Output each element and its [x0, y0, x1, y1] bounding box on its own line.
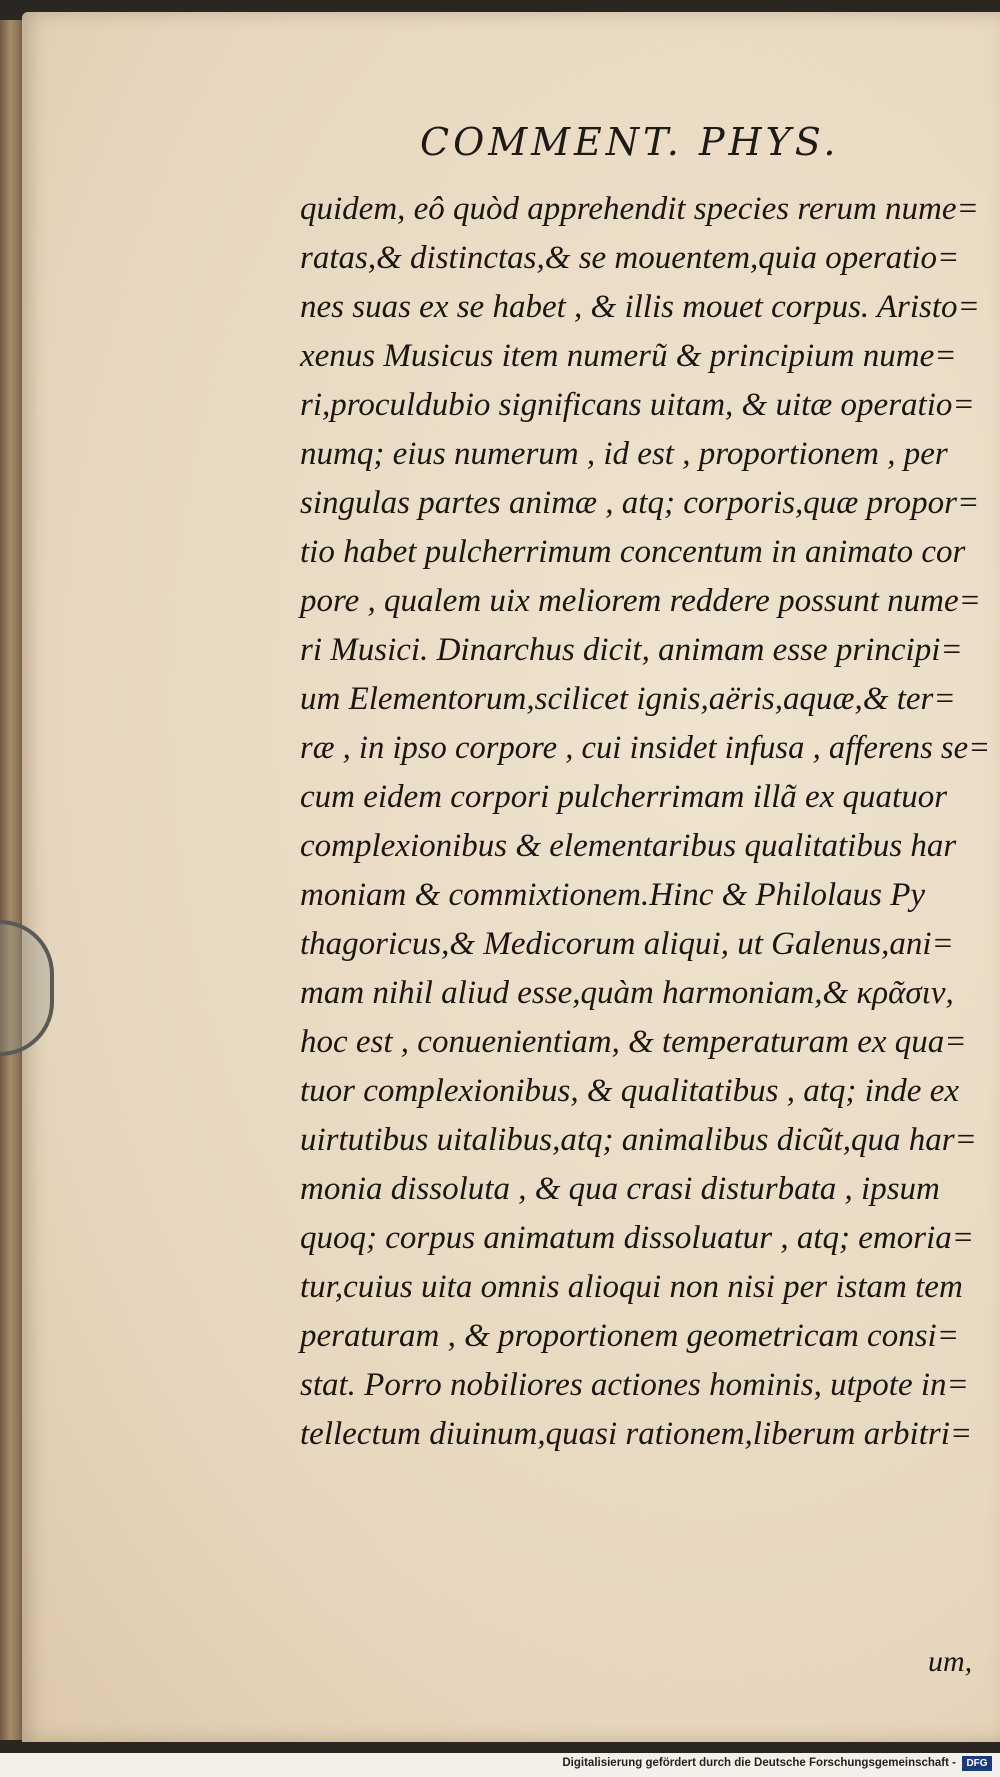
text-line: complexionibus & elementaribus qualitatibus har: [300, 828, 957, 864]
body-text: [300, 185, 990, 1459]
text-line: um Elementorum,scilicet ignis,aëris,aquæ,& ter=: [300, 681, 956, 717]
text-line: uirtutibus uitalibus,atq; animalibus dicũt,qua har=: [300, 1122, 977, 1158]
text-line: singulas partes animæ , atq; corporis,quæ propor=: [300, 485, 980, 521]
catchword: um,: [928, 1645, 973, 1678]
dfg-logo: DFG: [962, 1756, 992, 1771]
text-line: tio habet pulcherrimum concentum in animato cor: [300, 534, 966, 570]
text-line: peraturam , & proportionem geometricam consi=: [300, 1318, 959, 1354]
text-line: quidem, eô quòd apprehendit species rerum nume=: [300, 191, 979, 227]
text-line: ratas,& distinctas,& se mouentem,quia operatio=: [300, 240, 960, 276]
text-line: xenus Musicus item numerũ & principium nume=: [300, 338, 957, 374]
text-line: hoc est , conuenientiam, & temperaturam ex qua=: [300, 1024, 967, 1060]
text-line: tellectum diuinum,quasi rationem,liberum arbitri=: [300, 1416, 973, 1452]
text-line: moniam & commixtionem.Hinc & Philolaus Py: [300, 877, 926, 913]
text-line: ri Musici. Dinarchus dicit, animam esse principi=: [300, 632, 963, 668]
text-line: stat. Porro nobiliores actiones hominis, utpote in=: [300, 1367, 969, 1403]
text-line: pore , qualem uix meliorem reddere possunt nume=: [300, 583, 981, 619]
text-line: nes suas ex se habet , & illis mouet corpus. Aristo=: [300, 289, 980, 325]
text-line: monia dissoluta , & qua crasi disturbata , ipsum: [300, 1171, 940, 1207]
running-head: COMMENT. PHYS.: [420, 120, 840, 164]
text-line: quoq; corpus animatum dissoluatur , atq; emoria=: [300, 1220, 975, 1256]
text-line: mam nihil aliud esse,quàm harmoniam,& κρᾶσιν,: [300, 975, 954, 1011]
text-line: tuor complexionibus, & qualitatibus , atq; inde ex: [300, 1073, 960, 1109]
text-line: numq; eius numerum , id est , proportionem , per: [300, 436, 948, 472]
text-line: tur,cuius uita omnis alioqui non nisi per istam tem: [300, 1269, 963, 1305]
footer-credit: Digitalisierung gefördert durch die Deutsche Forschungsgemeinschaft -: [562, 1757, 956, 1769]
text-line: thagoricus,& Medicorum aliqui, ut Galenus,ani=: [300, 926, 954, 962]
text-line: ri,proculdubio significans uitam, & uitæ operatio=: [300, 387, 975, 423]
text-line: ræ , in ipso corpore , cui insidet infusa , afferens se=: [300, 730, 991, 766]
text-line: cum eidem corpori pulcherrimam illã ex quatuor: [300, 779, 948, 815]
